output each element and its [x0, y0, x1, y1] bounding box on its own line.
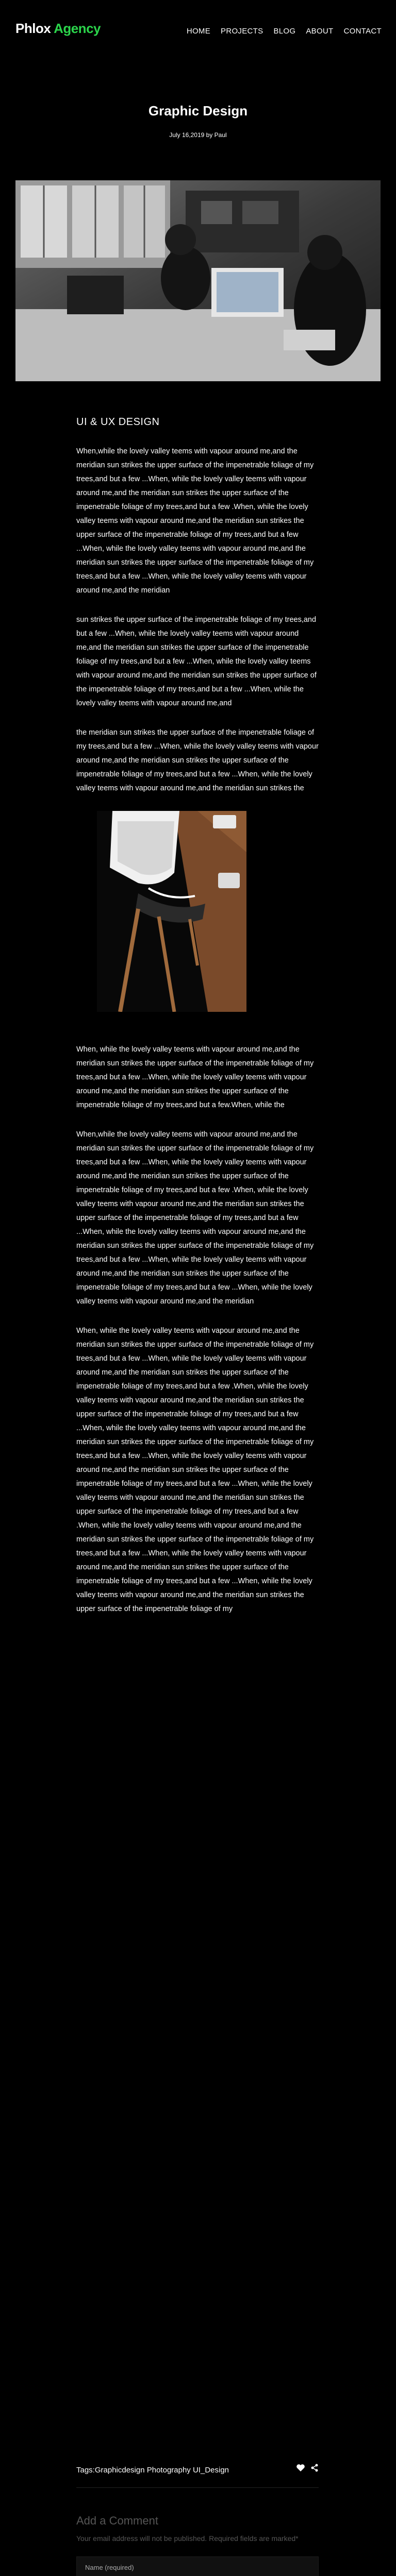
nav-home[interactable]: HOME: [186, 27, 211, 36]
nav-contact[interactable]: CONTACT: [343, 27, 382, 36]
post-meta: July 16,2019 by Paul: [169, 131, 227, 139]
hero-image: [15, 180, 381, 381]
main-nav: [187, 27, 382, 36]
post-header: [0, 103, 396, 139]
comment-form: [76, 2514, 319, 2576]
comment-title: Add a Comment: [76, 2514, 158, 2527]
paragraph: When,while the lovely valley teems with vapour around me,and the meridian sun strikes the upper surface of the impenetrable foliage of my trees,and but a few ...When, while the lovely valley teems with vapour around me,and the meridian sun strikes the upper surface of the impenetrable foliage of my trees,and but a few .When, while the lovely valley teems with vapour around me,and the meridian sun strikes the upper surface of the impenetrable foliage of my trees,and but a few ...When, while the lovely valley teems with vapour around me,and the meridian sun strikes the upper surface of the impenetrable foliage of my trees,and but a few ...When, while the lovely valley teems with vapour around me,and the meridian sun strikes the upper surface of the impenetrable foliage of my trees,and but a few ...When, while the lovely valley teems with vapour around me,and the meridian: [76, 1130, 314, 1306]
logo-accent: Agency: [54, 21, 101, 36]
post-title: Graphic Design: [148, 103, 248, 118]
tags[interactable]: Tags:Graphicdesign Photography UI_Design: [76, 2466, 229, 2475]
comment-fields: [76, 2556, 319, 2576]
paragraph: When,while the lovely valley teems with vapour around me,and the meridian sun strikes the upper surface of the impenetrable foliage of my trees,and but a few ...When, while the lovely valley teems with vapour around me,and the meridian sun strikes the upper surface of the impenetrable foliage of my trees,and but a few .When, while the lovely valley teems with vapour around me,and the meridian sun strikes the upper surface of the impenetrable foliage of my trees,and but a few ...When, while the lovely valley teems with vapour around me,and the meridian sun strikes the upper surface of the impenetrable foliage of my trees,and but a few ...When, while the lovely valley teems with vapour around me,and the meridian: [76, 447, 314, 595]
tags-row: [76, 2456, 319, 2488]
logo-main: Phlox: [15, 21, 54, 36]
nav-projects[interactable]: PROJECTS: [221, 27, 263, 36]
nav-blog[interactable]: BLOG: [273, 27, 296, 36]
share-icon[interactable]: [310, 2464, 319, 2475]
name-field[interactable]: Name (required): [76, 2556, 319, 2576]
heart-icon[interactable]: [296, 2464, 305, 2475]
paragraph: When, while the lovely valley teems with vapour around me,and the meridian sun strikes the upper surface of the impenetrable foliage of my trees,and but a few ...When, while the lovely valley teems with vapour around me,and the meridian sun strikes the upper surface of the impenetrable foliage of my trees,and but a few.When, while the: [76, 1045, 314, 1109]
comment-note: Your email address will not be published. Required fields are marked*: [76, 2534, 299, 2543]
nav-about[interactable]: ABOUT: [306, 27, 334, 36]
post-content: [76, 416, 319, 1632]
desk-photo: [97, 811, 246, 1012]
site-header: [0, 0, 396, 52]
paragraph: the meridian sun strikes the upper surface of the impenetrable foliage of my trees,and but a few ...When, while the lovely valley teems with vapour around me,and the meridian sun strikes the upper surface of the impenetrable foliage of my trees,and but a few ...When, while the lovely valley teems with vapour around me,and the meridian sun strikes the: [76, 728, 319, 792]
paragraph: When, while the lovely valley teems with vapour around me,and the meridian sun strikes the upper surface of the impenetrable foliage of my trees,and but a few ...When, while the lovely valley teems with vapour around me,and the meridian sun strikes the upper surface of the impenetrable foliage of my trees,and but a few .When, while the lovely valley teems with vapour around me,and the meridian sun strikes the upper surface of the impenetrable foliage of my trees,and but a few ...When, while the lovely valley teems with vapour around me,and the meridian sun strikes the upper surface of the impenetrable foliage of my trees,and but a few ...When, while the lovely valley teems with vapour around me,and the meridian sun strikes the upper surface of the impenetrable foliage of my trees,and but a few ...When, while the lovely valley teems with vapour around me,and the meridian sun strikes the upper surface of the impenetrable foliage of my trees,and but a few .When, while the lovely valley teems with vapour around me,and the meridian sun strikes the upper surface of the impenetrable foliage of my trees,and but a few ...When, while the lovely valley teems with vapour around me,and the meridian sun strikes the upper surface of the impenetrable foliage of my trees,and but a few ...When, while the lovely valley teems with vapour around me,and the meridian sun strikes the upper surface of the impenetrable foliage of my: [76, 1327, 314, 1613]
paragraph: sun strikes the upper surface of the impenetrable foliage of my trees,and but a few ...When, while the lovely valley teems with vapour around me,and the meridian sun strikes the upper surface of the impenetrable foliage of my trees,and but a few ...When, while the lovely valley teems with vapour around me,and the meridian sun strikes the upper surface of the impenetrable foliage of my trees,and but a few ...When, while the lovely valley teems with vapour around me,and: [76, 616, 317, 707]
post-actions: [296, 2464, 319, 2475]
logo[interactable]: [15, 21, 101, 37]
section-title: UI & UX DESIGN: [76, 416, 160, 428]
